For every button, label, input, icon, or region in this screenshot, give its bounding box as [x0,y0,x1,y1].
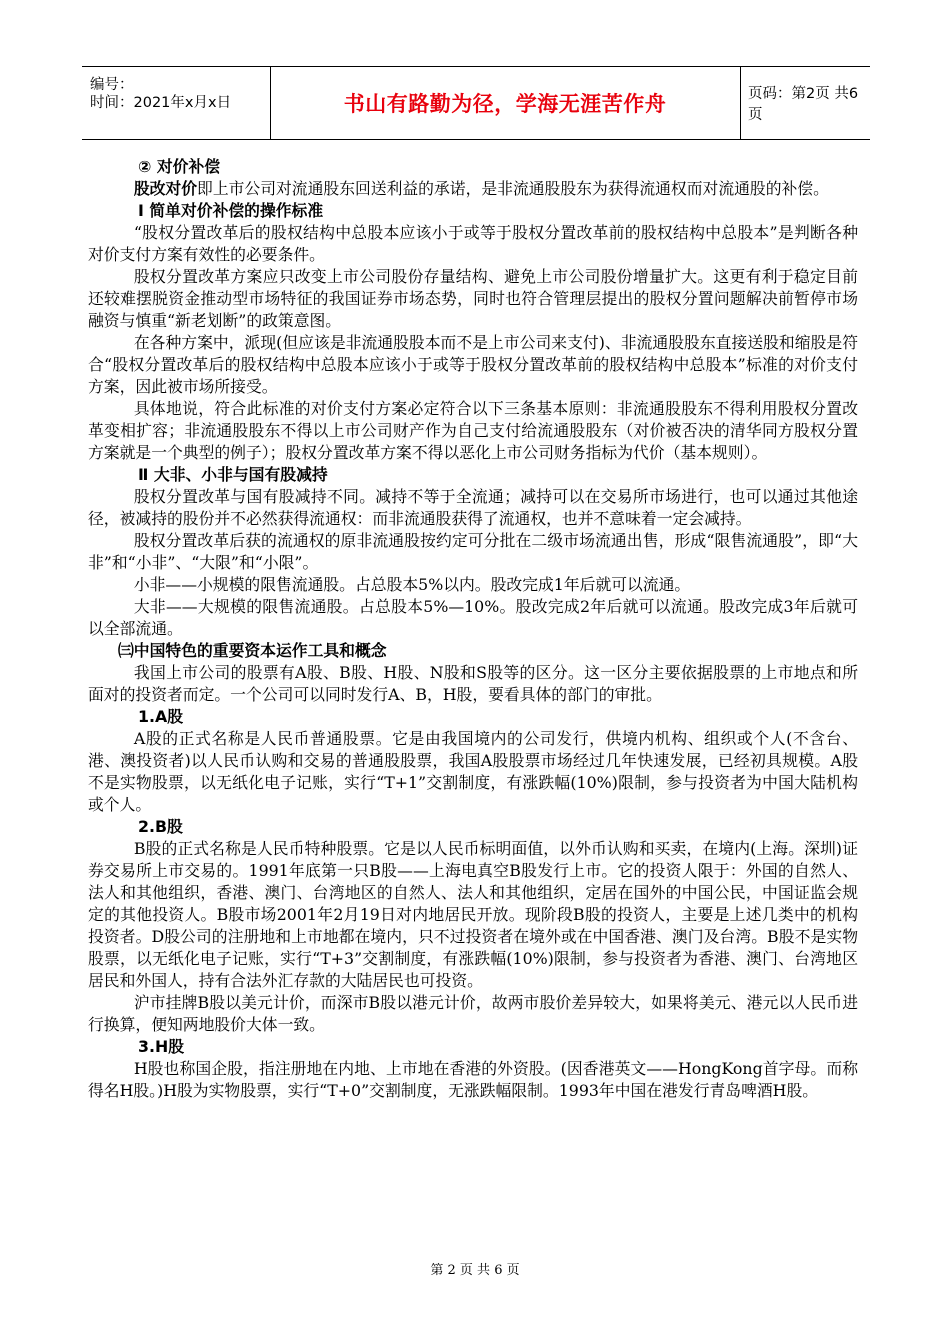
paragraph: A股的正式名称是人民币普通股票。它是由我国境内的公司发行，供境内机构、组织或个人(不含台、港、澳投资者)以人民币认购和交易的普通股股票，我国A股股票市场经过几年快速发展，已经初具规模。A股不是实物股票，以无纸化电子记账，实行“T+1”交割制度，有涨跌幅(10%)限制，参与投资者为中国大陆机构或个人。 [88,729,858,814]
header-motto: 书山有路勤为径，学海无涯苦作舟 [343,92,667,116]
heading-simple-standard: Ⅰ 简单对价补偿的操作标准 [138,201,324,220]
header-page-info: 页码：第2页 共6页 [748,86,859,123]
keyword-reform-consideration: 股改对价 [133,179,198,198]
heading-b-share: 2.B股 [138,817,183,836]
page-header [82,66,870,140]
document-time-label: 时间：2021年x月x日 [90,95,232,111]
paragraph: 具体地说，符合此标准的对价支付方案必定符合以下三条基本原则：非流通股股东不得利用股权分置改革变相扩容；非流通股股东不得以上市公司财产作为自己支付给流通股股东（对价被否决的清华同方股权分置方案就是一个典型的例子）；股权分置改革方案不得以恶化上市公司财务指标为代价（基本规则）。 [88,399,858,462]
definition-text: 即上市公司对流通股东回送利益的承诺，是非流通股股东为获得流通权而对流通股的补偿。 [197,179,829,198]
paragraph: 股权分置改革后获的流通权的原非流通股按约定可分批在二级市场流通出售，形成“限售流通股”，即“大非”和“小非”、“大限”和“小限”。 [88,531,858,572]
paragraph: 小非——小规模的限售流通股。占总股本5%以内。股改完成1年后就可以流通。 [133,575,691,594]
document-body [88,156,858,1102]
paragraph: 我国上市公司的股票有A股、B股、H股、N股和S股等的区分。这一区分主要依据股票的上市地点和所面对的投资者而定。一个公司可以同时发行A、B，H股，要看具体的部门的审批。 [88,663,858,704]
paragraph: “股权分置改革后的股权结构中总股本应该小于或等于股权分置改革前的股权结构中总股本”是判断各种对价支付方案有效性的必要条件。 [88,223,858,264]
heading-capital-tools: ㈢中国特色的重要资本运作工具和概念 [118,641,387,660]
heading-share-reduction: Ⅱ 大非、小非与国有股减持 [138,465,328,484]
paragraph: 沪市挂牌B股以美元计价，而深市B股以港元计价，故两市股价差异较大，如果将美元、港元以人民币进行换算，便知两地股价大体一致。 [88,993,858,1034]
paragraph: H股也称国企股，指注册地在内地、上市地在香港的外资股。(因香港英文——HongKong首字母。而称得名H股。)H股为实物股票，实行“T+0”交割制度，无涨跌幅限制。1993年中国在港发行青岛啤酒H股。 [88,1059,858,1100]
paragraph-definition [88,178,858,200]
heading-compensation: ② 对价补偿 [138,157,221,176]
page-footer: 第 2 页 共 6 页 [430,1263,520,1278]
heading-a-share: 1.A股 [138,707,184,726]
paragraph: 股权分置改革方案应只改变上市公司股份存量结构、避免上市公司股份增量扩大。这更有利于稳定目前还较难摆脱资金推动型市场特征的我国证券市场态势，同时也符合管理层提出的股权分置问题解决前暂停市场融资与慎重“新老划断”的政策意图。 [88,267,858,330]
document-number-label: 编号： [90,77,134,93]
header-meta-cell [82,67,271,139]
paragraph: B股的正式名称是人民币特种股票。它是以人民币标明面值，以外币认购和买卖，在境内(上海。深圳)证券交易所上市交易的。1991年底第一只B股——上海电真空B股发行上市。它的投资人限于：外国的自然人、法人和其他组织，香港、澳门、台湾地区的自然人、法人和其他组织，定居在国外的中国公民，中国证监会规定的其他投资人。B股市场2001年2月19日对内地居民开放。现阶段B股的投资人，主要是上述几类中的机构投资者。D股公司的注册地和上市地都在境内，只不过投资者在境外或在中国香港、澳门及台湾。B股不是实物股票，以无纸化电子记账，实行“T+3”交割制度，有涨跌幅(10%)限制，参与投资者为香港、澳门、台湾地区居民和外国人，持有合法外汇存款的大陆居民也可投资。 [88,839,858,990]
paragraph: 大非——大规模的限售流通股。占总股本5%—10%。股改完成2年后就可以流通。股改完成3年后就可以全部流通。 [88,597,858,638]
paragraph: 股权分置改革与国有股减持不同。减持不等于全流通；减持可以在交易所市场进行，也可以通过其他途径，被减持的股份并不必然获得流通权：而非流通股获得了流通权，也并不意味着一定会减持。 [88,487,858,528]
header-motto-cell [270,67,741,139]
paragraph: 在各种方案中，派现(但应该是非流通股股本而不是上市公司来支付)、非流通股股东直接送股和缩股是符合“股权分置改革后的股权结构中总股本应该小于或等于股权分置改革前的股权结构中总股本”标准的对价支付方案，因此被市场所接受。 [88,333,858,396]
heading-h-share: 3.H股 [138,1037,185,1056]
